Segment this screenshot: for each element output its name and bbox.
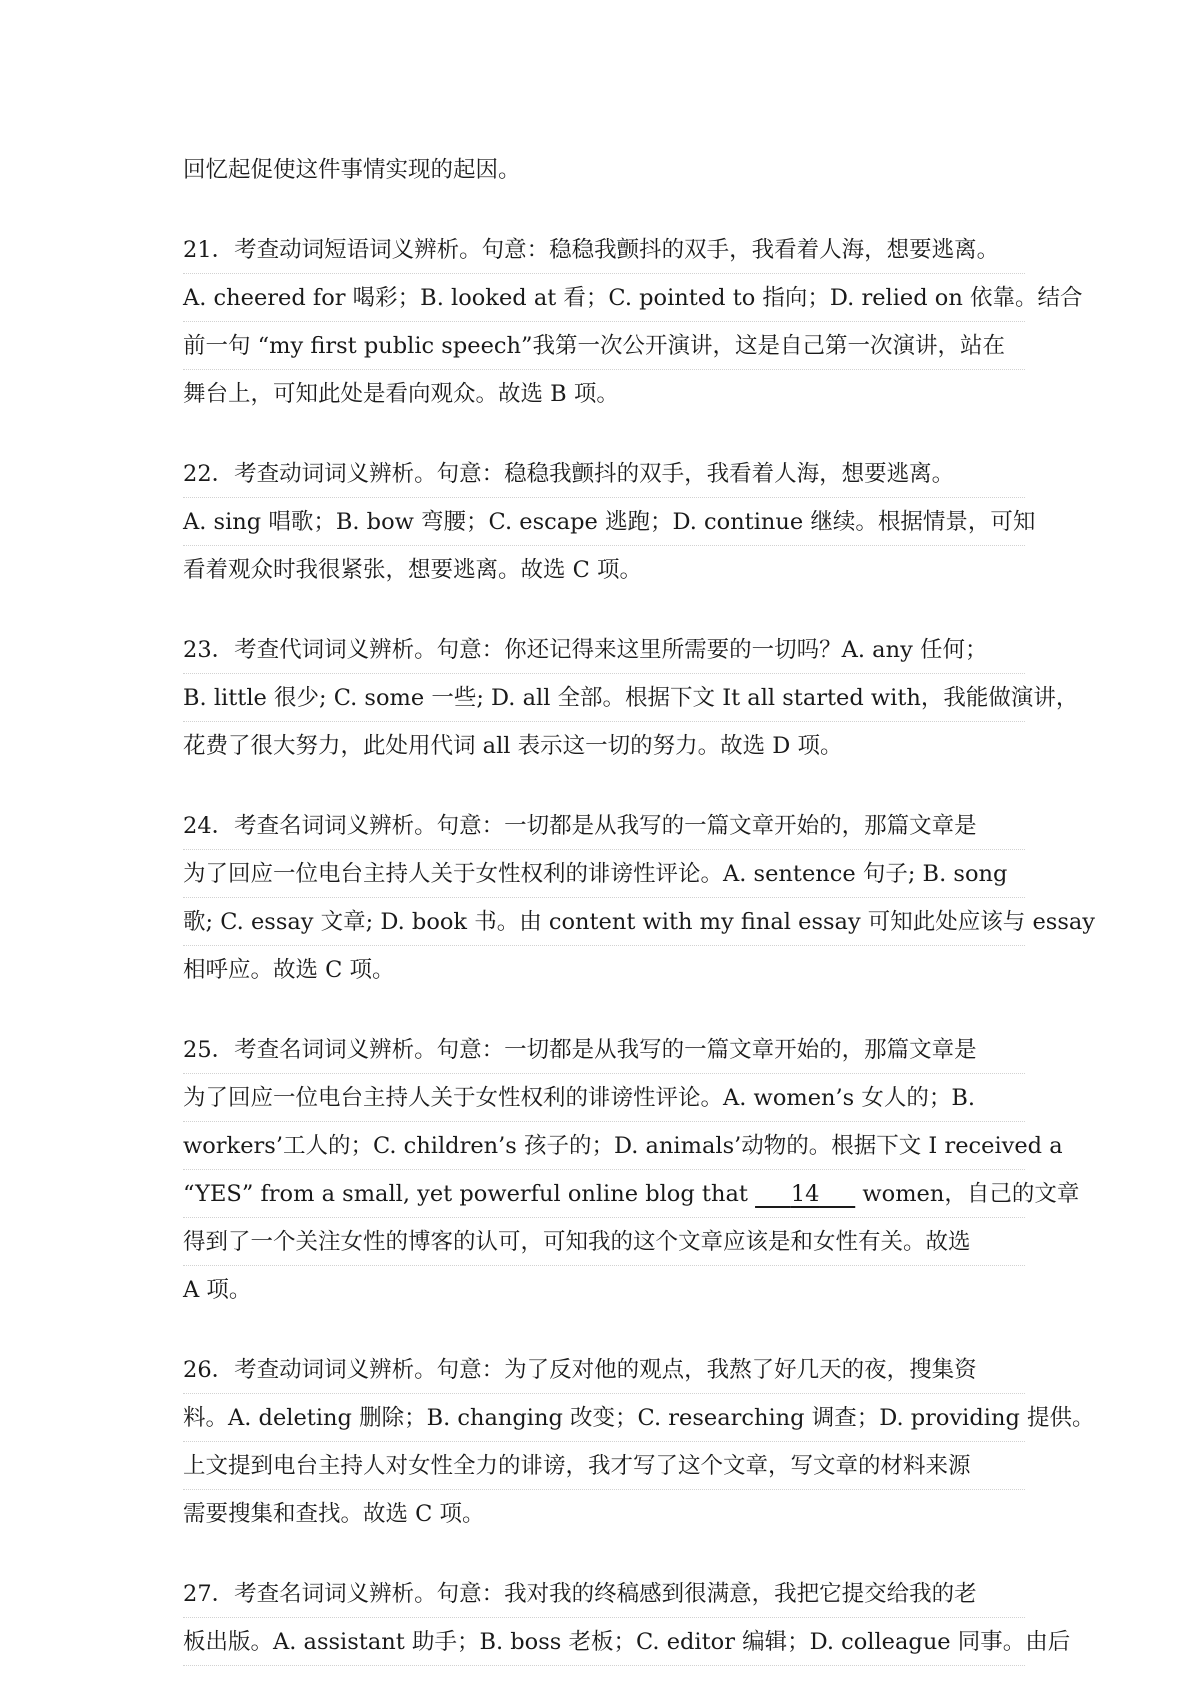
paragraph-q26 — [183, 1346, 1095, 1538]
blank-number: 14 — [790, 1181, 820, 1207]
text-line: workers’工人的；C. children’s 孩子的；D. animals’动物的。根据下文 I received a — [183, 1122, 1025, 1170]
text-line: 前一句 “my first public speech”我第一次公开演讲，这是自己第一次演讲，站在 — [183, 322, 1025, 370]
text-line: 板出版。A. assistant 助手；B. boss 老板；C. editor 编辑；D. colleague 同事。由后 — [183, 1618, 1025, 1666]
text-line: 看着观众时我很紧张，想要逃离。故选 C 项。 — [183, 557, 643, 583]
question-heading: 21．考查动词短语词义辨析。句意：稳稳我颤抖的双手，我看着人海，想要逃离。 — [183, 226, 1025, 274]
text-line: 需要搜集和查找。故选 C 项。 — [183, 1501, 485, 1527]
text-line: 得到了一个关注女性的博客的认可，可知我的这个文章应该是和女性有关。故选 — [183, 1218, 1025, 1266]
blank-line-before: “YES” from a small, yet powerful online blog that — [183, 1181, 756, 1207]
paragraph-intro — [183, 146, 1025, 194]
text-line: B. little 很少; C. some 一些; D. all 全部。根据下文 It all started with，我能做演讲， — [183, 674, 1025, 722]
question-heading: 27．考查名词词义辨析。句意：我对我的终稿感到很满意，我把它提交给我的老 — [183, 1570, 1025, 1618]
paragraph-q25 — [183, 1026, 1080, 1314]
text-line: 料。A. deleting 删除；B. changing 改变；C. researching 调查；D. providing 提供。 — [183, 1394, 1025, 1442]
text-line: 为了回应一位电台主持人关于女性权利的诽谤性评论。A. women’s 女人的；B. — [183, 1074, 1025, 1122]
text-line-with-blank — [183, 1170, 1080, 1218]
paragraph-q27 — [183, 1570, 1071, 1666]
text-line: 为了回应一位电台主持人关于女性权利的诽谤性评论。A. sentence 句子; B. song — [183, 850, 1025, 898]
text-line: A 项。 — [183, 1277, 252, 1303]
text-line: 舞台上，可知此处是看向观众。故选 B 项。 — [183, 381, 619, 407]
question-heading: 25．考查名词词义辨析。句意：一切都是从我写的一篇文章开始的，那篇文章是 — [183, 1026, 1025, 1074]
question-heading: 26．考查动词词义辨析。句意：为了反对他的观点，我熬了好几天的夜，搜集资 — [183, 1346, 1025, 1394]
text-line: 歌; C. essay 文章; D. book 书。由 content with my final essay 可知此处应该与 essay — [183, 898, 1025, 946]
text-line: 花费了很大努力，此处用代词 all 表示这一切的努力。故选 D 项。 — [183, 733, 843, 759]
text-line: 回忆起促使这件事情实现的起因。 — [183, 157, 521, 183]
question-heading: 22．考查动词词义辨析。句意：稳稳我颤抖的双手，我看着人海，想要逃离。 — [183, 450, 1025, 498]
question-heading: 23．考查代词词义辨析。句意：你还记得来这里所需要的一切吗？A. any 任何； — [183, 626, 1025, 674]
paragraph-q23 — [183, 626, 1079, 770]
blank-line-after: women，自己的文章 — [855, 1181, 1080, 1207]
text-line: A. sing 唱歌；B. bow 弯腰；C. escape 逃跑；D. continue 继续。根据情景，可知 — [183, 498, 1025, 546]
document-page — [183, 146, 1095, 1698]
paragraph-q24 — [183, 802, 1095, 994]
text-line: 相呼应。故选 C 项。 — [183, 957, 395, 983]
paragraph-q22 — [183, 450, 1036, 594]
question-heading: 24．考查名词词义辨析。句意：一切都是从我写的一篇文章开始的，那篇文章是 — [183, 802, 1025, 850]
paragraph-q21 — [183, 226, 1083, 418]
text-line: 上文提到电台主持人对女性全力的诽谤，我才写了这个文章，写文章的材料来源 — [183, 1442, 1025, 1490]
fill-in-blank — [755, 1181, 855, 1207]
text-line: A. cheered for 喝彩；B. looked at 看；C. pointed to 指向；D. relied on 依靠。结合 — [183, 274, 1025, 322]
